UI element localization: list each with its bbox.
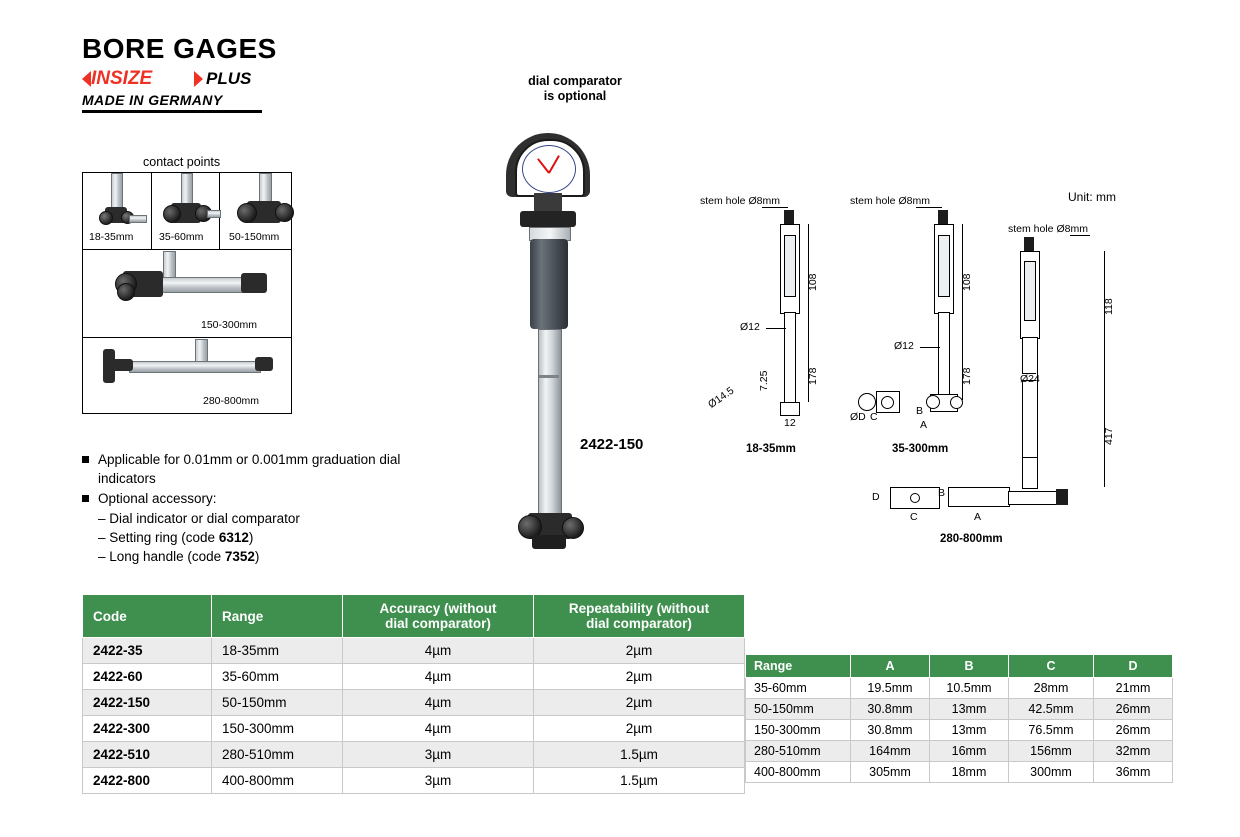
- dim-cell-b: 10.5mm: [930, 678, 1009, 699]
- logo-plus-text: PLUS: [206, 69, 252, 88]
- dim-cell-range: 150-300mm: [746, 720, 851, 741]
- optional-note-line-1: dial comparator: [528, 74, 622, 88]
- cell-range: 280-510mm: [212, 742, 343, 768]
- th-range: Range: [212, 595, 343, 638]
- dim-dia12-label: Ø12: [740, 321, 760, 333]
- table-row: [83, 716, 745, 742]
- insize-logo: [82, 68, 272, 90]
- sub-item-2: – Long handle (code 7352): [98, 549, 260, 564]
- dim-cell-a: 30.8mm: [851, 720, 930, 741]
- dim-cell-d: 26mm: [1094, 699, 1173, 720]
- dim-cell-c: 76.5mm: [1009, 720, 1094, 741]
- dim-725-label: 7.25: [758, 370, 770, 391]
- cell-code: 2422-300: [83, 716, 212, 742]
- dim-178-label: 178: [807, 367, 819, 385]
- dim-417-label: 417: [1103, 427, 1115, 445]
- cell-code: 2422-150: [83, 690, 212, 716]
- cell-accuracy: 3µm: [343, 742, 534, 768]
- drawing-18-35mm: [700, 195, 820, 455]
- sub-item-0: – Dial indicator or dial comparator: [98, 511, 300, 526]
- dim-cell-d: 26mm: [1094, 720, 1173, 741]
- logo-brand-text: INSIZE: [91, 68, 153, 89]
- dim-labelD-2: D: [872, 491, 880, 503]
- dim-cell-a: 30.8mm: [851, 699, 930, 720]
- drawing-caption-2: 280-800mm: [940, 533, 1003, 545]
- dim-cell-c: 28mm: [1009, 678, 1094, 699]
- dim-cell-b: 18mm: [930, 762, 1009, 783]
- stem-hole-label-1: stem hole Ø8mm: [700, 195, 780, 207]
- cell-accuracy: 4µm: [343, 690, 534, 716]
- dim-108-label: 108: [807, 273, 819, 291]
- optional-note-line-2: is optional: [543, 89, 607, 103]
- dim-th-range: Range: [746, 655, 851, 678]
- centering-bridge: [532, 535, 566, 549]
- table-row: [83, 638, 745, 664]
- dim-th-c: C: [1009, 655, 1094, 678]
- cell-accuracy: 4µm: [343, 638, 534, 664]
- bullet-item-1: Optional accessory:: [82, 489, 412, 508]
- drawing-35-300mm: [850, 195, 980, 455]
- cell-code: 2422-800: [83, 768, 212, 794]
- bullet-item-0: Applicable for 0.01mm or 0.001mm graduation dial indicators: [82, 450, 412, 488]
- specification-table: [82, 594, 745, 794]
- cell-range: 150-300mm: [212, 716, 343, 742]
- th-repeatability: [534, 595, 745, 638]
- th-code: Code: [83, 595, 212, 638]
- dim-cell-a: 19.5mm: [851, 678, 930, 699]
- dim-labelC-2: C: [910, 511, 918, 523]
- drawing-caption-0: 18-35mm: [746, 443, 796, 455]
- dim-cell-b: 16mm: [930, 741, 1009, 762]
- th-accuracy-line2: dial comparator): [385, 616, 491, 631]
- dim-labelA-2: A: [974, 511, 982, 523]
- dim-cell-range: 50-150mm: [746, 699, 851, 720]
- cell-range: 50-150mm: [212, 690, 343, 716]
- table-row: [83, 690, 745, 716]
- dim-12-label: 12: [784, 417, 796, 429]
- logo-left-arrow-icon: [82, 71, 91, 87]
- dim-table-row: [746, 720, 1173, 741]
- page-title: BORE GAGES: [82, 33, 277, 64]
- dim-cell-c: 156mm: [1009, 741, 1094, 762]
- contact-point-label-2: 50-150mm: [229, 231, 280, 243]
- dim-labelA: A: [920, 419, 928, 431]
- dim-th-d: D: [1094, 655, 1173, 678]
- optional-note: [485, 74, 665, 104]
- stem-hole-label-2: stem hole Ø8mm: [850, 195, 930, 207]
- extension-tube: [538, 329, 562, 516]
- made-in-label: MADE IN GERMANY: [82, 92, 223, 108]
- cell-accuracy: 3µm: [343, 768, 534, 794]
- cell-code: 2422-510: [83, 742, 212, 768]
- th-repeatability-line1: Repeatability (without: [568, 601, 710, 616]
- cell-repeatability: 2µm: [534, 638, 745, 664]
- dim-cell-d: 36mm: [1094, 762, 1173, 783]
- dim-table-header-row: [746, 655, 1173, 678]
- dim-dia12-label-2: Ø12: [894, 340, 914, 352]
- dimension-table: [745, 654, 1173, 783]
- cell-repeatability: 1.5µm: [534, 768, 745, 794]
- contact-point-label-0: 18-35mm: [89, 231, 134, 243]
- cell-repeatability: 2µm: [534, 664, 745, 690]
- cell-range: 18-35mm: [212, 638, 343, 664]
- dim-labelC: C: [870, 411, 878, 423]
- dim-th-a: A: [851, 655, 930, 678]
- cell-code: 2422-35: [83, 638, 212, 664]
- contact-points-figure: [82, 172, 292, 414]
- dim-labelB: B: [916, 405, 924, 417]
- cell-repeatability: 1.5µm: [534, 742, 745, 768]
- th-accuracy-line1: Accuracy (without: [379, 601, 497, 616]
- dim-cell-d: 21mm: [1094, 678, 1173, 699]
- stem-hole-label-3: stem hole Ø8mm: [1008, 223, 1088, 235]
- dim-cell-d: 32mm: [1094, 741, 1173, 762]
- dial-comparator-face: [515, 139, 585, 197]
- dim-dia145-label: Ø14.5: [706, 384, 737, 411]
- feature-list: [82, 450, 412, 566]
- bore-gage-illustration: [480, 125, 620, 565]
- dim-108-label-2: 108: [961, 273, 973, 291]
- dim-cell-range: 400-800mm: [746, 762, 851, 783]
- dim-cell-range: 35-60mm: [746, 678, 851, 699]
- dim-labelD: ØD: [850, 411, 866, 423]
- cell-accuracy: 4µm: [343, 716, 534, 742]
- contact-point-label-1: 35-60mm: [159, 231, 204, 243]
- dim-table-row: [746, 762, 1173, 783]
- contact-point-label-3: 150-300mm: [201, 319, 258, 331]
- cell-accuracy: 4µm: [343, 664, 534, 690]
- dim-labelB-2: B: [938, 487, 946, 499]
- dim-table-row: [746, 678, 1173, 699]
- table-row: [83, 664, 745, 690]
- dial-stem: [534, 193, 562, 213]
- dim-th-b: B: [930, 655, 1009, 678]
- dim-178-label-2: 178: [961, 367, 973, 385]
- table-row: [83, 768, 745, 794]
- cell-code: 2422-60: [83, 664, 212, 690]
- drawing-caption-1: 35-300mm: [892, 443, 949, 455]
- contact-points-caption: contact points: [143, 155, 221, 169]
- dim-cell-c: 42.5mm: [1009, 699, 1094, 720]
- cell-range: 400-800mm: [212, 768, 343, 794]
- dim-cell-b: 13mm: [930, 699, 1009, 720]
- dim-cell-c: 300mm: [1009, 762, 1094, 783]
- unit-label: Unit: mm: [1068, 190, 1116, 204]
- handle-grip: [530, 239, 568, 329]
- cell-repeatability: 2µm: [534, 690, 745, 716]
- cell-range: 35-60mm: [212, 664, 343, 690]
- dim-cell-a: 164mm: [851, 741, 930, 762]
- dim-cell-range: 280-510mm: [746, 741, 851, 762]
- logo-right-arrow-icon: [194, 71, 203, 87]
- dim-cell-b: 13mm: [930, 720, 1009, 741]
- table-header-row: [83, 595, 745, 638]
- th-accuracy: [343, 595, 534, 638]
- dim-cell-a: 305mm: [851, 762, 930, 783]
- sub-item-1: – Setting ring (code 6312): [98, 530, 254, 545]
- th-repeatability-line2: dial comparator): [586, 616, 692, 631]
- model-code-label: 2422-150: [580, 436, 644, 453]
- clamp-block: [520, 211, 576, 227]
- dim-dia24-label: Ø24: [1020, 373, 1040, 385]
- table-row: [83, 742, 745, 768]
- contact-point-label-4: 280-800mm: [203, 395, 260, 407]
- header-rule: [82, 110, 262, 113]
- dim-118-label: 118: [1103, 298, 1115, 315]
- dim-table-row: [746, 699, 1173, 720]
- cell-repeatability: 2µm: [534, 716, 745, 742]
- dim-table-row: [746, 741, 1173, 762]
